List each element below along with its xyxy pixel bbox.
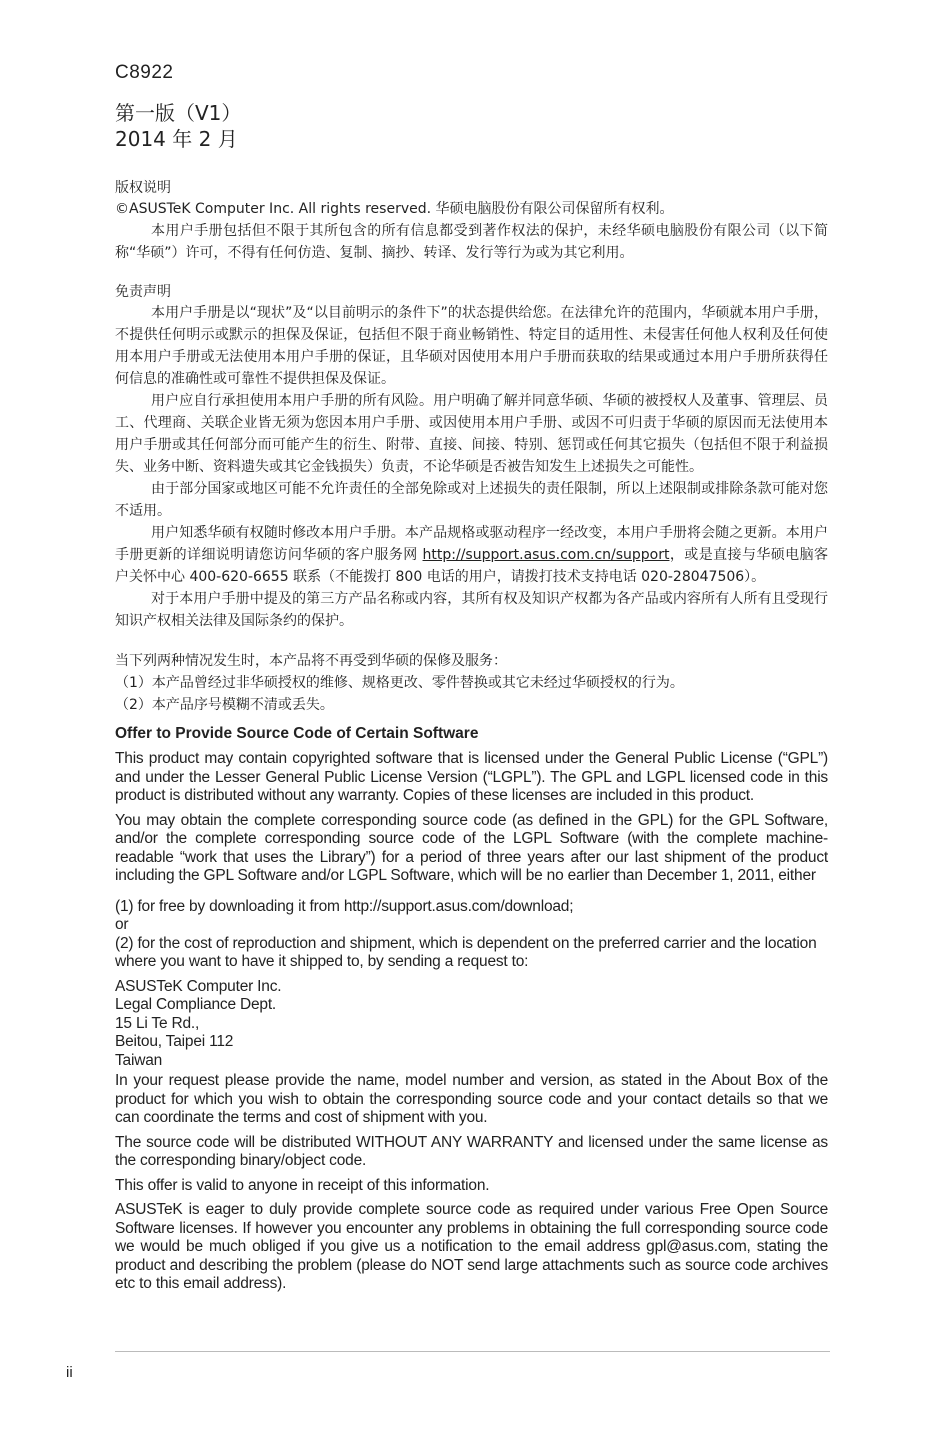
disclaimer-paragraph-3: 由于部分国家或地区可能不允许责任的全部免除或对上述损失的责任限制，所以上述限制或排除条款可能对您不适用。: [115, 481, 828, 519]
copyright-paragraph: 本用户手册包括但不限于其所包含的所有信息都受到著作权法的保护，未经华硕电脑股份有限公司（以下简称“华硕”）许可，不得有任何仿造、复制、摘抄、转译、发行等行为或为其它利用。: [115, 223, 828, 261]
disclaimer-paragraph-5: 对于本用户手册中提及的第三方产品名称或内容，其所有权及知识产权都为各产品或内容所有人所有且受现行知识产权相关法律及国际条约的保护。: [115, 591, 828, 629]
disclaimer-heading: 免责声明: [115, 284, 171, 300]
document-code: C8922: [115, 62, 174, 83]
source-offer-paragraph-6: ASUSTeK is eager to duly provide complete source code as required under various Free Open Source Software licenses. If however you encounter any problems in obtaining the full corresponding source code we would be much obliged if you give us a notification to the email address gpl@asus.com, stating the product and describing the problem (please do NOT send large attachments such as source code archives etc to this email address).: [115, 1201, 828, 1292]
support-link[interactable]: http://support.asus.com.cn/support: [422, 547, 670, 563]
source-offer-options: [115, 898, 828, 972]
address-line: Beitou, Taipei 112: [115, 1033, 234, 1050]
copyright-heading: 版权说明: [115, 180, 171, 196]
warranty-item-1: （1）本产品曾经过非华硕授权的维修、规格更改、零件替换或其它未经过华硕授权的行为。: [115, 675, 684, 691]
address-line: Legal Compliance Dept.: [115, 996, 277, 1013]
source-offer-paragraph-3: In your request please provide the name, model number and version, as stated in the About Box of the product for which you wish to obtain the corresponding source code and your contact details so that we can coordinate the terms and cost of shipment with you.: [115, 1072, 828, 1126]
disclaimer-paragraph-4: [115, 522, 828, 588]
warranty-item-2: （2）本产品序号模糊不清或丢失。: [115, 697, 334, 713]
option-2: (2) for the cost of reproduction and shipment, which is dependent on the preferred carrier and the location where you want to have it shipped to, by sending a request to:: [115, 934, 817, 970]
source-offer-paragraph-5: This offer is valid to anyone in receipt of this information.: [115, 1176, 490, 1194]
warranty-intro: 当下列两种情况发生时，本产品将不再受到华硕的保修及服务：: [115, 653, 507, 669]
publication-date: 2014 年 2 月: [115, 127, 238, 151]
source-offer-paragraph-4: The source code will be distributed WITHOUT ANY WARRANTY and licensed under the same license as the corresponding binary/object code.: [115, 1133, 828, 1169]
mailing-address: [115, 978, 828, 1071]
disclaimer-paragraph-4-pre: 用户知悉华硕有权随时修改本用户手册。本产品规格或驱动程序一经改变，本用户手册将会随之更新。本用户手册更新的详细说明请您访问华硕的客户服务网: [115, 525, 828, 563]
disclaimer-paragraph-1: 本用户手册是以“现状”及“以目前明示的条件下”的状态提供给您。在法律允许的范围内，华硕就本用户手册，不提供任何明示或默示的担保及保证，包括但不限于商业畅销性、特定目的适用性、未侵害任何他人权利及任何使用本用户手册或无法使用本用户手册的保证，且华硕对因使用本用户手册而获取的结果或通过本用户手册所获得任何信息的准确性或可靠性不提供担保及保证。: [115, 305, 828, 387]
footer-divider: [115, 1351, 830, 1352]
source-offer-paragraph-1: This product may contain copyrighted software that is licensed under the General Public License (“GPL”) and under the Lesser General Public License Version (“LGPL”). The GPL and LGPL licensed code in this product is distributed without any warranty. Copies of these licenses are included in this product.: [115, 750, 828, 804]
source-offer-heading: Offer to Provide Source Code of Certain Software: [115, 725, 479, 742]
option-or: or: [115, 916, 129, 933]
address-line: ASUSTeK Computer Inc.: [115, 977, 282, 995]
source-offer-paragraph-2: You may obtain the complete corresponding source code (as defined in the GPL) for the GPL Software, and/or the complete corresponding source code of the LGPL Software (with the complete machine-readable “work that uses the Library”) for a period of three years after our last shipment of the product including the GPL Software and/or LGPL Software, which will be no earlier than December 1, 2011, either: [115, 811, 828, 884]
document-page: [115, 62, 828, 1300]
page-number: ii: [66, 1364, 73, 1381]
address-line: Taiwan: [115, 1051, 163, 1069]
edition-label: 第一版（V1）: [115, 101, 242, 125]
disclaimer-paragraph-2: 用户应自行承担使用本用户手册的所有风险。用户明确了解并同意华硕、华硕的被授权人及董事、管理层、员工、代理商、关联企业皆无须为您因本用户手册、或因使用本用户手册、或因不可归责于华硕的原因而无法使用本用户手册或其任何部分而可能产生的衍生、附带、直接、间接、特别、惩罚或任何其它损失（包括但不限于利益损失、业务中断、资料遗失或其它金钱损失）负责，不论华硕是否被告知发生上述损失之可能性。: [115, 393, 828, 475]
address-line: 15 Li Te Rd.,: [115, 1014, 200, 1032]
copyright-statement: ©ASUSTeK Computer Inc. All rights reserved. 华硕电脑股份有限公司保留所有权利。: [115, 201, 674, 217]
option-1: (1) for free by downloading it from http://support.asus.com/download;: [115, 897, 574, 915]
disclaimer-paragraph-4-post: ，或是直接与华硕电脑客户关怀中心 400-620-6655 联系（不能拨打 800 电话的用户，请拨打技术支持电话 020-28047506）。: [115, 547, 829, 585]
